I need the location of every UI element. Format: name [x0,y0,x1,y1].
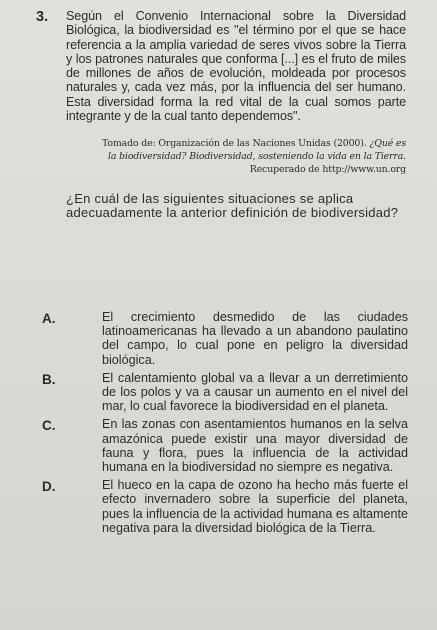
source-suffix: Recuperado de http://www.un.org [249,164,406,176]
option-c[interactable] [30,417,408,474]
option-d[interactable] [30,478,408,535]
question-prompt: ¿En cuál de las siguientes situaciones se aplica adecuadamente la anterior definición de biodiversidad? [66,191,399,220]
definition-quote: Según el Convenio Internacional sobre la Diversidad Biológica, la biodiversidad es "el término por el que se hace referencia a la amplia variedad de seres vivos sobre la Tierra y los patrones naturales que conforma [...] es el fruto de miles de millones de años de evolución, moldeada por procesos naturales y, cada vez más, por la influencia del ser humano. Esta diversidad forma la red vital de la cual somos parte integrante y de la cual tanto dependemos". [66,9,406,124]
source-title: ¿Qué es la biodiversidad? Biodiversidad, sosteniendo la vida en la Tierra. [108,138,406,163]
source-prefix: Tomado de: Organización de las Naciones Unidas (2000). [102,138,367,150]
option-letter: D. [42,479,56,495]
option-letter: A. [42,311,56,326]
option-text: El calentamiento global va a llevar a un derretimiento de los polos y va a causar un aumento en el nivel del mar, lo cual favorece la biodiversidad en el planeta. [102,370,408,414]
source-citation [66,137,406,176]
option-text: El crecimiento desmedido de las ciudades latinoamericanas ha llevado a un abandono paulatino del campo, lo cual pone en peligro la diversidad biológica. [102,310,408,367]
option-b[interactable] [30,371,408,414]
option-letter: C. [42,418,56,434]
question-number: 3. [36,9,49,25]
option-a[interactable] [30,310,408,367]
question-block [36,9,406,220]
option-text: El hueco en la capa de ozono ha hecho más fuerte el efecto invernadero sobre la superficie del planeta, pues la influencia de la actividad humana es altamente negativa para la diversidad biológica de la Tierra. [102,478,408,535]
answer-options [30,310,408,539]
option-text: En las zonas con asentamientos humanos en la selva amazónica puede existir una mayor diversidad de fauna y flora, pues la influencia de la actividad humana en la biodiversidad no siempre es negativa. [102,417,408,475]
option-letter: B. [42,371,56,387]
